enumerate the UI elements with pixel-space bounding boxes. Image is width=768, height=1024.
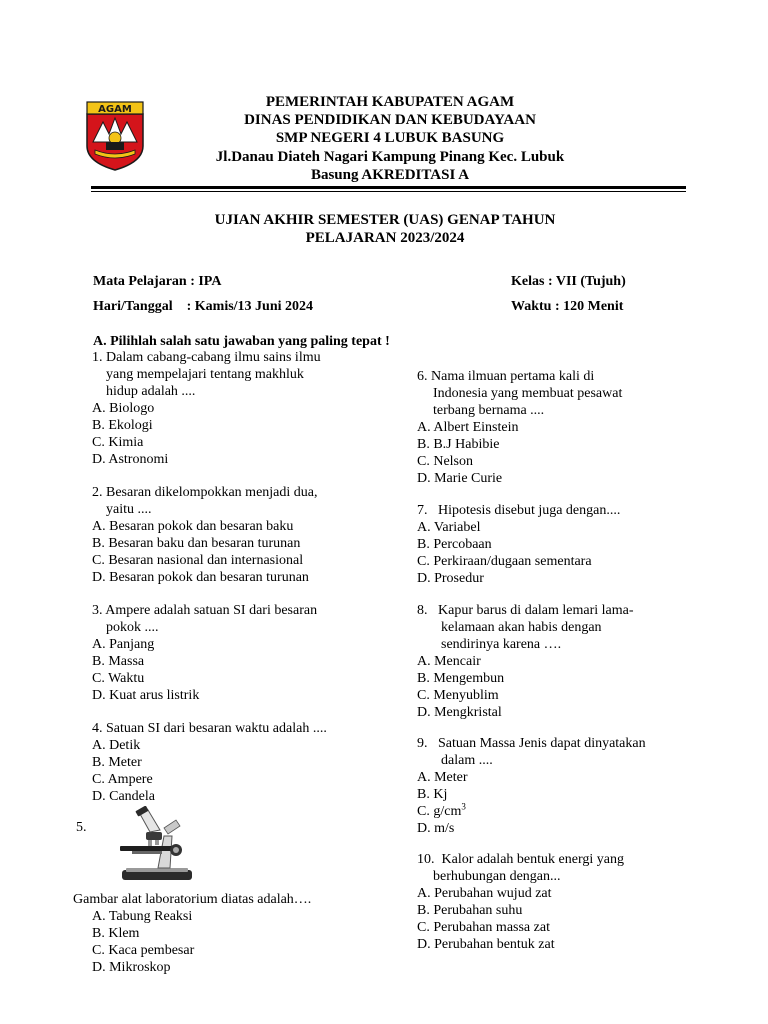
- exam-title-line-2: PELAJARAN 2023/2024: [305, 230, 465, 246]
- question-text: 2. Besaran dikelompokkan menjadi dua,: [92, 485, 318, 500]
- question-text: dalam ....: [441, 753, 493, 768]
- option: A. Tabung Reaksi: [92, 909, 193, 924]
- option: C. Waktu: [92, 671, 145, 686]
- option: D. m/s: [417, 821, 455, 836]
- time-label: Waktu : 120 Menit: [511, 299, 624, 314]
- microscope-image: [118, 806, 208, 882]
- question-text: hidup adalah ....: [106, 384, 196, 399]
- option: B. Percobaan: [417, 537, 492, 552]
- option: B. Massa: [92, 654, 145, 669]
- option: B. Besaran baku dan besaran turunan: [92, 536, 301, 551]
- question-10: [417, 851, 624, 953]
- option: C. Nelson: [417, 454, 473, 469]
- question-text: sendirinya karena ….: [441, 637, 562, 652]
- question-text: 7. Hipotesis disebut juga dengan....: [417, 503, 621, 518]
- question-text: 8. Kapur barus di dalam lemari lama-: [417, 603, 634, 618]
- question-3: [92, 602, 317, 704]
- question-1: [92, 349, 321, 468]
- option: C. Kaca pembesar: [92, 943, 195, 958]
- question-2: [92, 484, 318, 586]
- option: A. Meter: [417, 770, 468, 785]
- option: C. Ampere: [92, 772, 153, 787]
- question-5-prompt: Gambar alat laboratorium diatas adalah….: [73, 892, 312, 907]
- question-text: pokok ....: [106, 620, 159, 635]
- option: C. Menyublim: [417, 688, 499, 703]
- option: D. Perubahan bentuk zat: [417, 937, 555, 952]
- option: A. Albert Einstein: [417, 420, 519, 435]
- option: A. Mencair: [417, 654, 481, 669]
- option: C. Perubahan massa zat: [417, 920, 550, 935]
- question-text: terbang bernama ....: [433, 403, 545, 418]
- option: D. Astronomi: [92, 452, 169, 467]
- option: C. Kimia: [92, 435, 144, 450]
- question-text: yang mempelajari tentang makhluk: [106, 367, 304, 382]
- question-text: 9. Satuan Massa Jenis dapat dinyatakan: [417, 736, 646, 751]
- option: A. Besaran pokok dan besaran baku: [92, 519, 294, 534]
- question-4: [92, 720, 327, 805]
- option: C. Perkiraan/dugaan sementara: [417, 554, 592, 569]
- question-8: [417, 602, 634, 721]
- option: B. Kj: [417, 787, 448, 802]
- question-text: berhubungan dengan...: [433, 869, 561, 884]
- question-6: [417, 368, 622, 487]
- question-9: [417, 735, 646, 837]
- option: A. Biologo: [92, 401, 155, 416]
- option: B. Ekologi: [92, 418, 153, 433]
- question-5-options: [92, 908, 194, 976]
- question-7: [417, 502, 620, 587]
- question-text: yaitu ....: [106, 502, 152, 517]
- question-text: 1. Dalam cabang-cabang ilmu sains ilmu: [92, 350, 321, 365]
- option: A. Panjang: [92, 637, 155, 652]
- option: B. Klem: [92, 926, 140, 941]
- question-text: 6. Nama ilmuan pertama kali di: [417, 369, 595, 384]
- option: D. Mengkristal: [417, 705, 502, 720]
- question-text: 10. Kalor adalah bentuk energi yang: [417, 852, 624, 867]
- header-rule-thick: [91, 186, 686, 189]
- header-rule-thin: [91, 191, 686, 192]
- agam-logo: [79, 100, 151, 172]
- header-line-4: Jl.Danau Diateh Nagari Kampung Pinang Kec. Lubuk: [215, 149, 565, 165]
- option: B. Perubahan suhu: [417, 903, 523, 918]
- header-line-1: PEMERINTAH KABUPATEN AGAM: [265, 94, 515, 110]
- option-text: C. g/cm: [417, 804, 462, 819]
- option: D. Candela: [92, 789, 155, 804]
- option: D. Kuat arus listrik: [92, 688, 200, 703]
- option: B. Mengembun: [417, 671, 505, 686]
- header-line-3: SMP NEGERI 4 LUBUK BASUNG: [275, 130, 505, 146]
- exam-title-line-1: UJIAN AKHIR SEMESTER (UAS) GENAP TAHUN: [214, 212, 556, 228]
- question-text: 4. Satuan SI dari besaran waktu adalah ....: [92, 721, 327, 736]
- header-line-2: DINAS PENDIDIKAN DAN KEBUDAYAAN: [244, 112, 536, 128]
- option: D. Mikroskop: [92, 960, 171, 975]
- option: D. Prosedur: [417, 571, 484, 586]
- option: B. Meter: [92, 755, 142, 770]
- question-text: Indonesia yang membuat pesawat: [433, 386, 623, 401]
- superscript-3: 3: [461, 801, 466, 812]
- option: D. Besaran pokok dan besaran turunan: [92, 570, 309, 585]
- question-text: kelamaan akan habis dengan: [441, 620, 602, 635]
- date-label: Hari/Tanggal : Kamis/13 Juni 2024: [93, 299, 314, 314]
- logo-text: AGAM: [98, 104, 132, 115]
- question-text: 3. Ampere adalah satuan SI dari besaran: [92, 603, 318, 618]
- option: A. Variabel: [417, 520, 481, 535]
- option: A. Perubahan wujud zat: [417, 886, 552, 901]
- subject-label: Mata Pelajaran : IPA: [93, 274, 222, 289]
- question-5-number: 5.: [76, 820, 87, 835]
- option: [417, 803, 646, 820]
- section-a-instruction: A. Pilihlah salah satu jawaban yang paling tepat !: [93, 334, 390, 349]
- option: D. Marie Curie: [417, 471, 503, 486]
- option: A. Detik: [92, 738, 141, 753]
- option: C. Besaran nasional dan internasional: [92, 553, 304, 568]
- class-label: Kelas : VII (Tujuh): [511, 274, 626, 289]
- header-line-5: Basung AKREDITASI A: [310, 167, 470, 183]
- option: B. B.J Habibie: [417, 437, 500, 452]
